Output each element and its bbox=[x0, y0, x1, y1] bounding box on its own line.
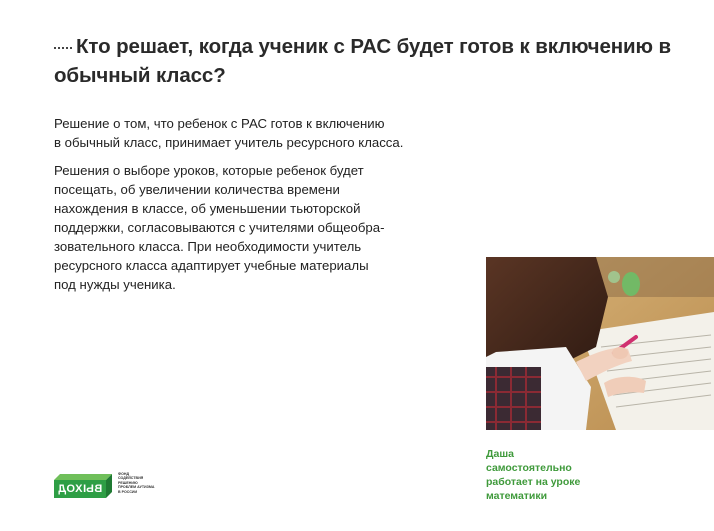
body-text bbox=[54, 114, 474, 303]
logo-small-text: ФОНД СОДЕЙСТВИЯ РЕШЕНИЮ ПРОБЛЕМ АУТИЗМА В РОССИИ bbox=[118, 472, 155, 494]
title-dash-marker bbox=[54, 47, 72, 52]
photo-caption: Даша самостоятельно работает на уроке математики bbox=[486, 448, 581, 502]
title-block bbox=[54, 32, 674, 90]
girl-writing-image bbox=[486, 257, 714, 430]
foundation-logo bbox=[54, 470, 164, 500]
paragraph-coordination: Решения о выборе уроков, которые ребенок будет посещать, об увеличении количества времени нахождения в классе, об уменьшении тьюторской поддержки, согласовываются с учителями общеобра- зовательного класса. При необходимости учитель ресурсного класса адаптирует учебные материалы под нужды ученика. bbox=[54, 163, 385, 292]
classroom-photo bbox=[486, 257, 714, 430]
paragraph-decision: Решение о том, что ребенок с РАС готов к включению в обычный класс, принимает учитель ресурсного класса. bbox=[54, 116, 404, 150]
logo-word: ВЫХОД bbox=[57, 483, 103, 495]
slide-title: Кто решает, когда ученик с РАС будет готов к включению в обычный класс? bbox=[54, 35, 672, 87]
